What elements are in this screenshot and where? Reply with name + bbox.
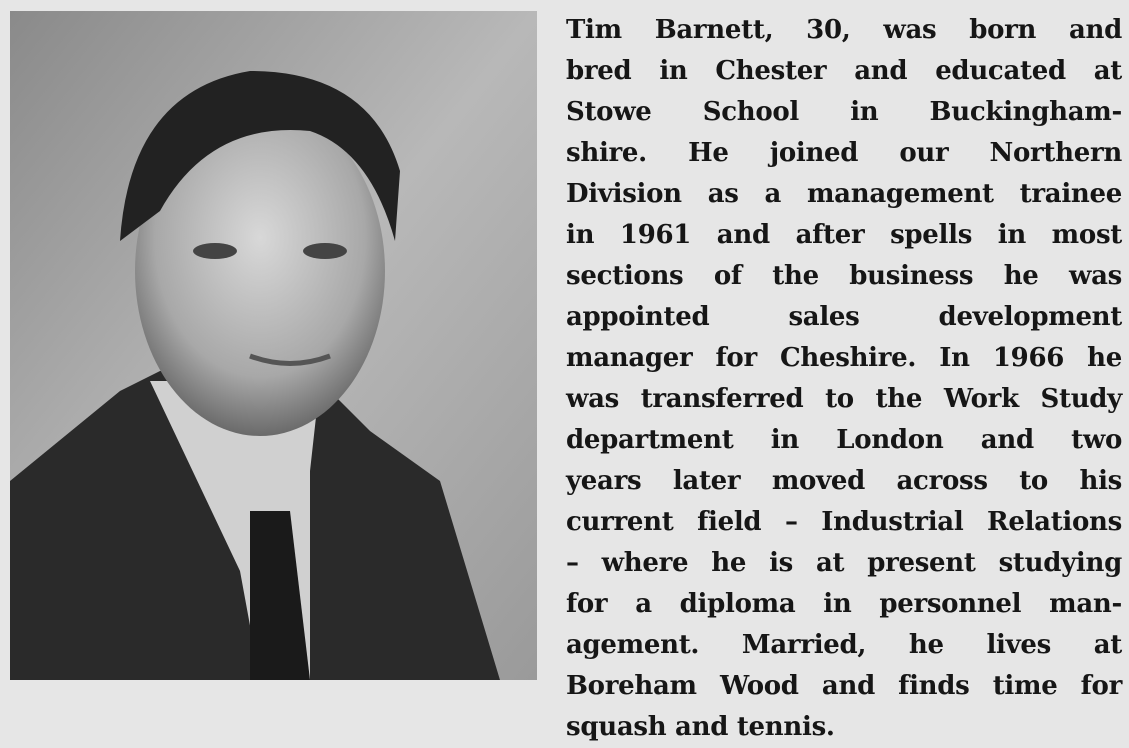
bio-line: Division as a management trainee [566, 179, 1122, 209]
biography-text [566, 10, 1122, 748]
bio-line: shire. He joined our Northern [566, 138, 1122, 168]
bio-line: Tim Barnett, 30, was born and [566, 15, 1122, 45]
bio-line: agement. Married, he lives at [566, 630, 1122, 660]
bio-line: Stowe School in Buckingham- [566, 97, 1122, 127]
portrait-photo [10, 11, 537, 680]
bio-line: current field – Industrial Relations [566, 507, 1122, 537]
bio-line: bred in Chester and educated at [566, 56, 1122, 86]
bio-line: squash and tennis. [566, 712, 835, 742]
bio-line: for a diploma in personnel man- [566, 589, 1122, 619]
bio-line: department in London and two [566, 425, 1122, 455]
bio-line: years later moved across to his [566, 466, 1122, 496]
bio-line: Boreham Wood and finds time for [566, 671, 1122, 701]
bio-line: manager for Cheshire. In 1966 he [566, 343, 1122, 373]
bio-line: in 1961 and after spells in most [566, 220, 1122, 250]
bio-line: appointed sales development [566, 302, 1122, 332]
bio-line: was transferred to the Work Study [566, 384, 1122, 414]
bio-line: sections of the business he was [566, 261, 1122, 291]
bio-line: – where he is at present studying [566, 548, 1122, 578]
